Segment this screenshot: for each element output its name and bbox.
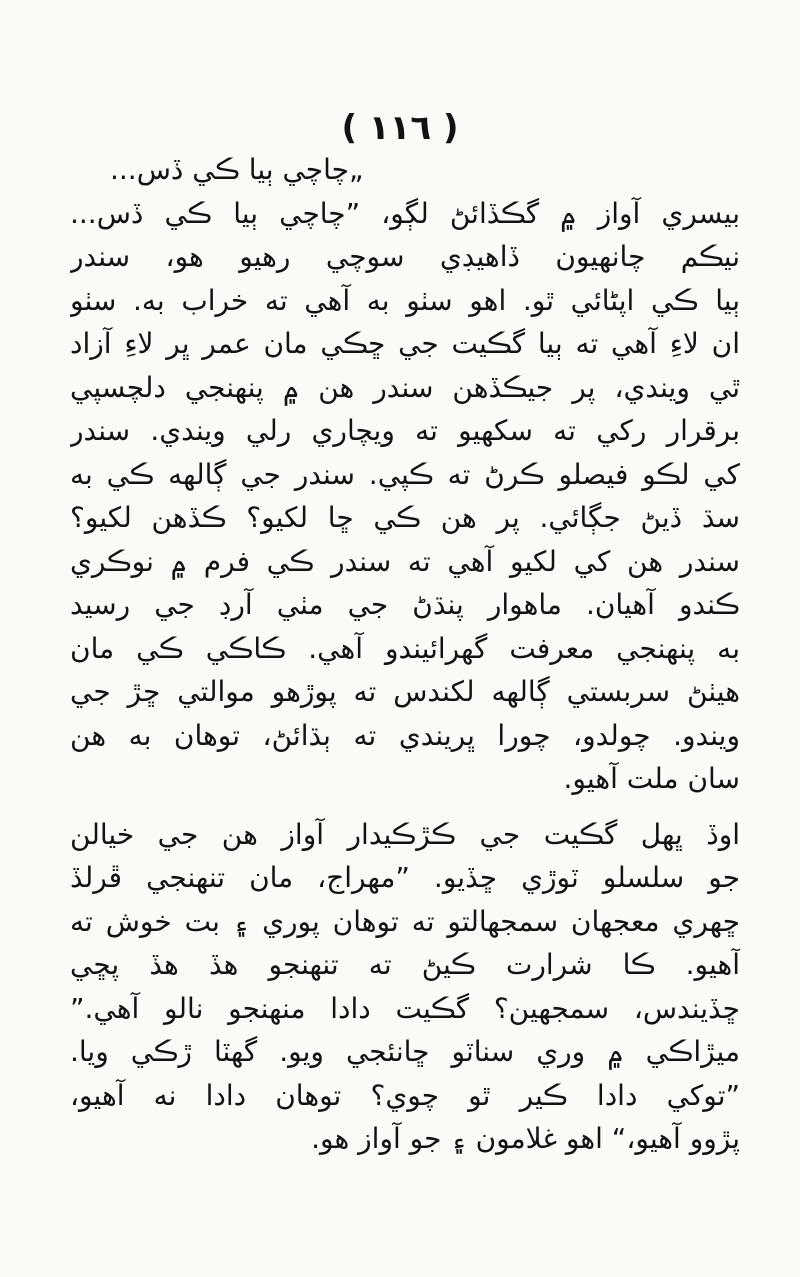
paragraph-gap — [70, 801, 740, 813]
page-number: ( ١١٦ ) — [341, 108, 459, 148]
text-line: نيڪم چانهيون ڏاهيڊي سوچي رهيو هو، سندر — [70, 240, 740, 273]
text-line: „چاچي ٻيا ڪي ڏس... — [110, 153, 364, 186]
main-text — [70, 148, 740, 1161]
text-line: سندر هن کي لکيو آهي ته سندر ڪي فرم ۾ نوڪري — [70, 544, 740, 578]
text-line: هيٺڻ سربستي ڳالهه لکندس ته پوڙهو موالتي ڇڙ جي — [70, 675, 740, 708]
text-line: ٿي ويندي، پر جيڪڏهن سندر هن ۾ پنهنجي دلچسپي — [70, 370, 740, 404]
text-line: ان لاءِ آهي ته ٻيا گڪيت جي ڇڪي مان عمر ڀر لاءِ آزاد — [70, 327, 740, 360]
text-line: ڇڏيندس، سمجهين؟ گڪيت دادا منهنجو نالو آهي.” — [70, 991, 740, 1025]
text-line: آهيو. ڪا شرارت ڪيڻ ته تنهنجو هڏ هڏ پڇي — [70, 948, 740, 981]
text-line: ڪندو آهيان. ماهوار پنڌڻ جي مٺي آرڊ جي رسيد — [70, 588, 740, 621]
text-line: ميڙاڪي ۾ وري سناٽو ڇانئجي ويو. گهٽا ڙڪي ويا. — [70, 1035, 740, 1068]
text-line: سڌ ڏيڻ جڳائي. پر هن ڪي ڇا لکيو؟ ڪڏهن لکيو؟ — [70, 501, 740, 534]
text-line: به پنهنجي معرفت گهرائيندو آهي. ڪاڪي ڪي مان — [70, 631, 740, 665]
text-line: ”توکي دادا ڪير ٿو چوي؟ توهان دادا نه آهيو، — [70, 1078, 740, 1112]
text-line: سان ملت آهيو. — [563, 762, 740, 795]
text-line: بيسري آواز ۾ گڪڏائڻ لڳو، ”چاچي ٻيا ڪي ڏس... — [70, 196, 740, 230]
text-line: برقرار رکي ته سکهيو ته ويچاري رلي ويندي. سندر — [70, 414, 740, 447]
text-line: ويندو. چولدو، چورا ڀريندي ته ٻڌائڻ، توهان به هن — [70, 718, 740, 752]
text-line: جو سلسلو ٽوڙي ڇڏيو. ”مهراج، مان تنهنجي ڦرلڏ — [70, 861, 740, 894]
text-line: کي لڪو فيصلو ڪرڻ ته ڪپي. سندر جي ڳالهه ڪي به — [70, 457, 740, 491]
text-line: پڙوو آهيو،“ اهو غلامون ۽ جو آواز هو. — [311, 1122, 740, 1155]
text-line: اوڏ ڀهل گڪيت جي ڪڙڪيدار آواز هن جي خيالن — [70, 817, 740, 851]
text-line: ڇهري معجهان سمجهالتو ته توهان پوري ۽ بت خوش ته — [70, 904, 740, 938]
text-line: ٻيا ڪي اپڻائي ٿو. اهو سٺو به آهي ته خراب به. سٺو — [70, 283, 740, 317]
